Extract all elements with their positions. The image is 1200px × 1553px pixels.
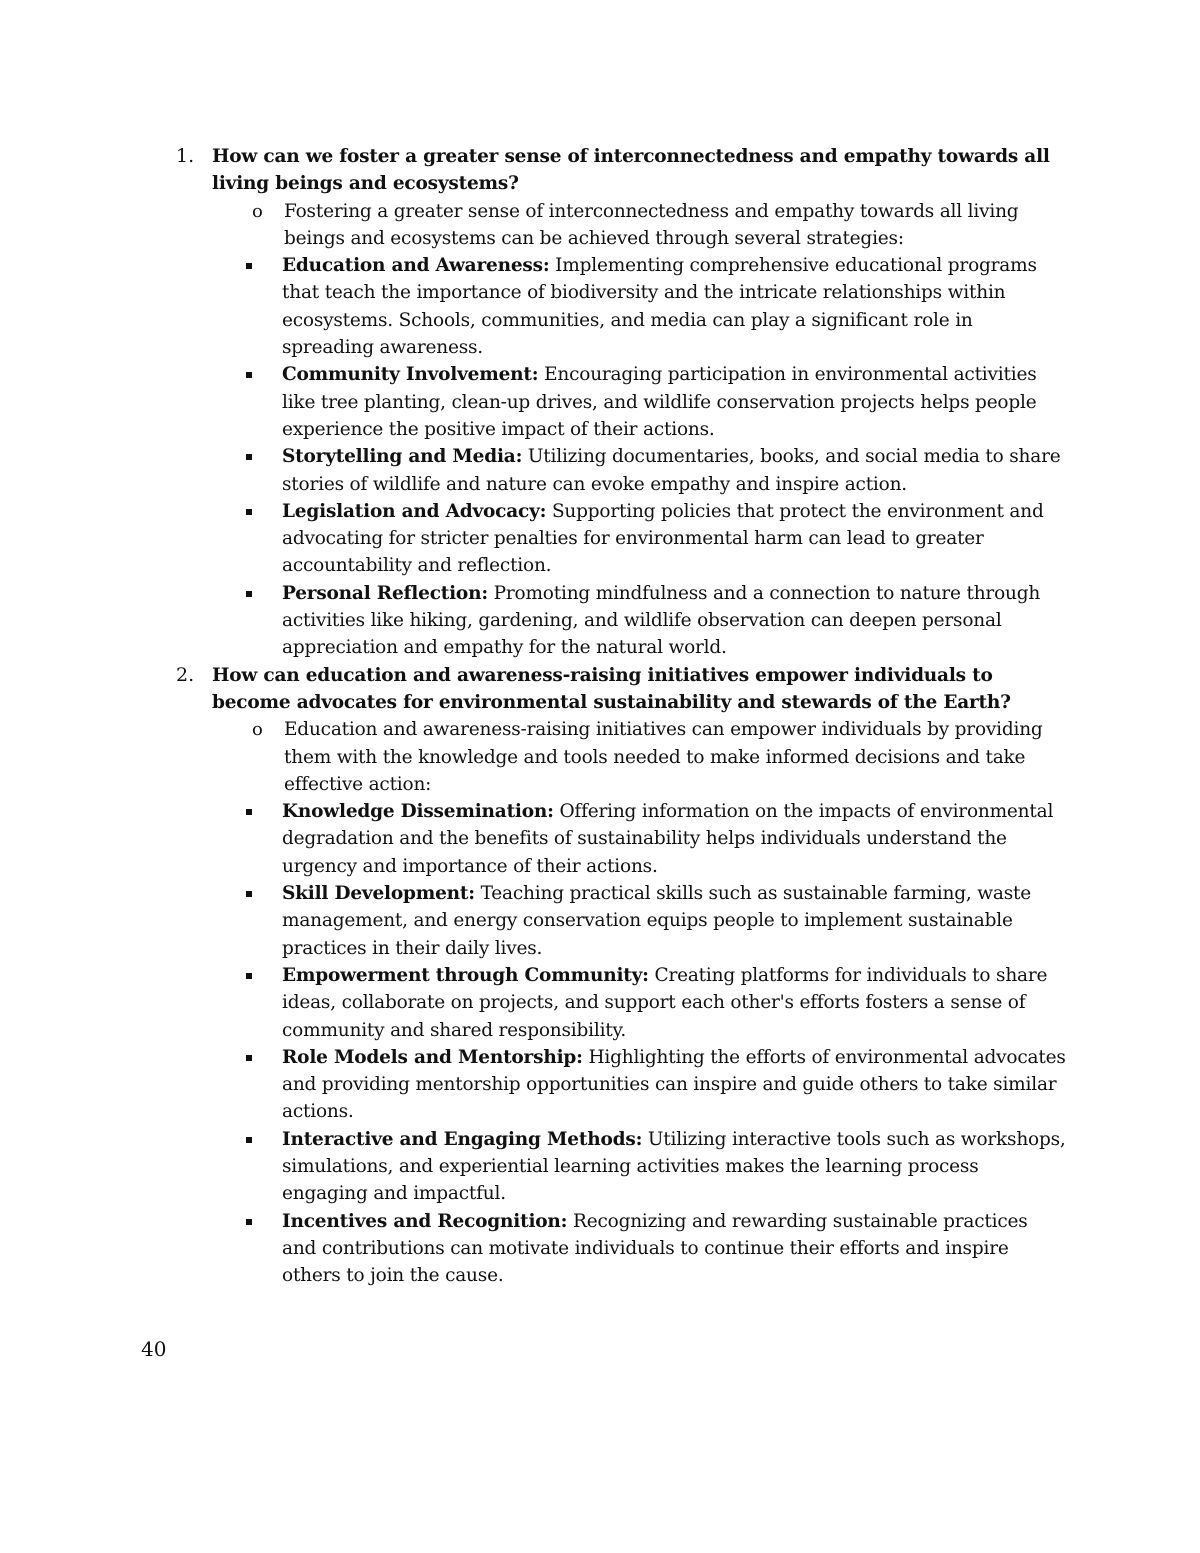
question-number: 2. <box>176 663 195 686</box>
list-item <box>212 443 1066 498</box>
square-bullet-icon <box>246 263 252 269</box>
strategy-text: Encouraging participation in environmental activities like tree planting, clean-up drives, and wildlife conservation projects helps people experience the positive impact of their actions. <box>282 364 1037 440</box>
strategy-list <box>212 252 1066 661</box>
question-number: 1. <box>176 145 195 167</box>
strategy-heading: Interactive and Engaging Methods: <box>282 1128 643 1150</box>
page-number: 40 <box>141 1337 167 1361</box>
square-bullet-icon <box>246 372 252 378</box>
strategy-heading: Skill Development: <box>282 883 475 905</box>
strategy-list <box>212 798 1066 1289</box>
answer-intro: Education and awareness-raising initiatives can empower individuals by providing them with the knowledge and tools needed to make informed decisions and take effective action: <box>284 719 1043 795</box>
square-bullet-icon <box>246 1219 252 1225</box>
list-item <box>212 1044 1066 1126</box>
question-item <box>176 143 1066 662</box>
square-bullet-icon <box>246 1137 252 1143</box>
question-list <box>176 143 1066 1289</box>
square-bullet-icon <box>246 891 252 897</box>
strategy-text: Creating platforms for individuals to share ideas, collaborate on projects, and support each other's efforts fosters a sense of community and shared responsibility. <box>282 964 1048 1041</box>
answer-marker: o <box>252 719 263 741</box>
list-item <box>212 361 1066 443</box>
strategy-text: Utilizing interactive tools such as workshops, simulations, and experiential learning activities makes the learning process engaging and impactful. <box>282 1128 1066 1205</box>
list-item <box>212 580 1066 662</box>
strategy-text: Highlighting the efforts of environmental advocates and providing mentorship opportunities can inspire and guide others to take similar actions. <box>282 1046 1066 1123</box>
list-item <box>212 798 1066 880</box>
list-item <box>212 252 1066 361</box>
strategy-text: Utilizing documentaries, books, and social media to share stories of wildlife and nature can evoke empathy and inspire action. <box>282 446 1061 495</box>
square-bullet-icon <box>246 591 252 597</box>
strategy-text: Offering information on the impacts of environmental degradation and the benefits of sustainability helps individuals understand the urgency and importance of their actions. <box>282 801 1054 877</box>
answer-intro: Fostering a greater sense of interconnectedness and empathy towards all living beings and ecosystems can be achieved through several strategies: <box>284 200 1019 249</box>
question-title: How can we foster a greater sense of interconnectedness and empathy towards all living beings and ecosystems? <box>212 146 1050 195</box>
square-bullet-icon <box>246 454 252 460</box>
strategy-heading: Legislation and Advocacy: <box>282 500 547 522</box>
strategy-heading: Storytelling and Media: <box>282 446 523 468</box>
strategy-text: Teaching practical skills such as sustainable farming, waste management, and energy conservation equips people to implement sustainable practices in their daily lives. <box>282 883 1031 959</box>
strategy-heading: Community Involvement: <box>282 364 539 386</box>
list-item <box>212 962 1066 1044</box>
strategy-text: Recognizing and rewarding sustainable practices and contributions can motivate individuals to continue their efforts and inspire others to join the cause. <box>282 1210 1028 1287</box>
strategy-heading: Empowerment through Community: <box>282 964 649 986</box>
list-item <box>212 1126 1066 1208</box>
list-item <box>212 880 1066 962</box>
answer-block <box>212 716 1066 798</box>
list-item <box>212 1208 1066 1290</box>
answer-block <box>212 198 1066 253</box>
square-bullet-icon <box>246 509 252 515</box>
square-bullet-icon <box>246 973 252 979</box>
square-bullet-icon <box>246 1055 252 1061</box>
strategy-heading: Role Models and Mentorship: <box>282 1046 583 1068</box>
strategy-heading: Education and Awareness: <box>282 255 550 277</box>
question-title: How can education and awareness-raising initiatives empower individuals to become advocates for environmental sustainability and stewards of the Earth? <box>212 664 1011 713</box>
answer-marker: o <box>252 200 263 222</box>
strategy-text: Supporting policies that protect the environment and advocating for stricter penalties for environmental harm can lead to greater accountability and reflection. <box>282 500 1044 577</box>
strategy-heading: Incentives and Recognition: <box>282 1210 568 1232</box>
question-item <box>176 662 1066 1290</box>
strategy-text: Promoting mindfulness and a connection to nature through activities like hiking, gardening, and wildlife observation can deepen personal appreciation and empathy for the natural world. <box>282 582 1041 659</box>
strategy-text: Implementing comprehensive educational programs that teach the importance of biodiversity and the intricate relationships within ecosystems. Schools, communities, and media can play a significant role in spreading awareness. <box>282 255 1037 359</box>
strategy-heading: Knowledge Dissemination: <box>282 801 554 823</box>
list-item <box>212 498 1066 580</box>
square-bullet-icon <box>246 809 252 815</box>
strategy-heading: Personal Reflection: <box>282 582 488 604</box>
